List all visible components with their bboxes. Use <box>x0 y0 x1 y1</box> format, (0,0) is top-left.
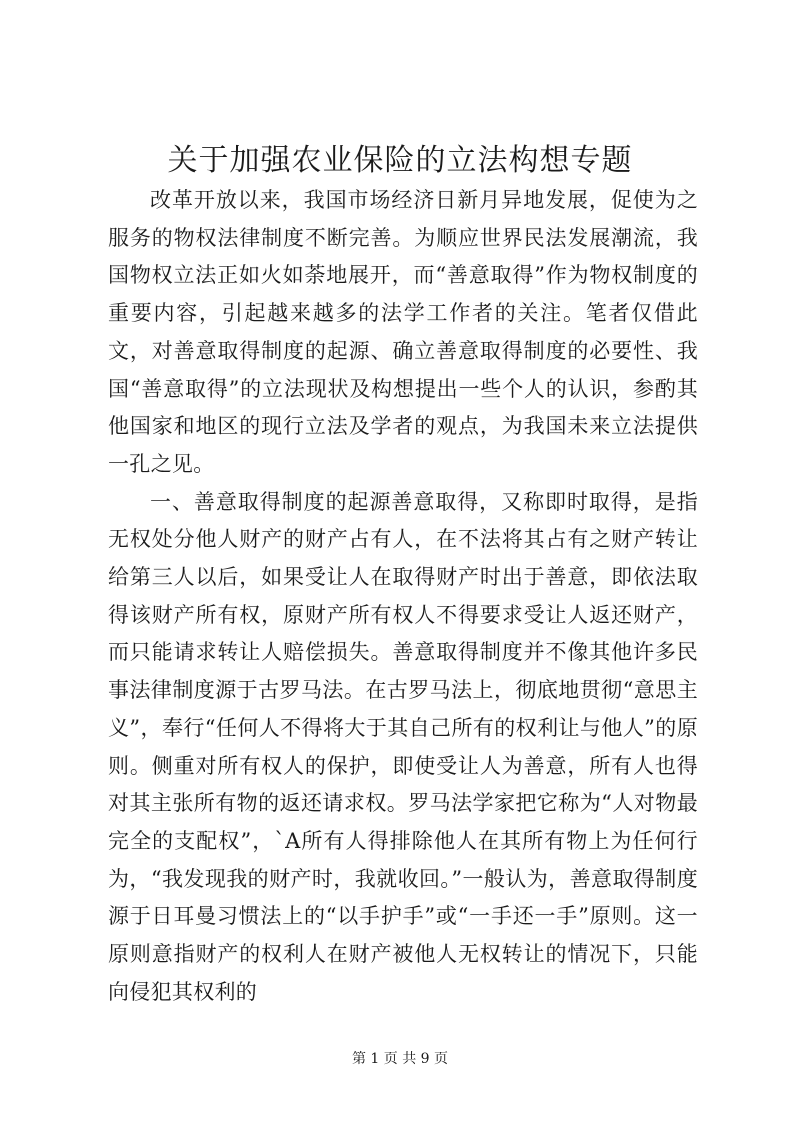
paragraph-origin: 一、善意取得制度的起源善意取得，又称即时取得，是指无权处分他人财产的财产占有人，在不法将其占有之财产转让给第三人以后，如果受让人在取得财产时出于善意，即依法取得该财产所有权，原财产所有权人不得要求受让人返还财产，而只能请求转让人赔偿损失。善意取得制度并不像其他许多民事法律制度源于古罗马法。在古罗马法上，彻底地贯彻“意思主义”，奉行“任何人不得将大于其自己所有的权利让与他人”的原则。侧重对所有权人的保护，即使受让人为善意，所有人也得对其主张所有物的返还请求权。罗马法学家把它称为“人对物最完全的支配权”，`A所有人得排除他人在其所有物上为任何行为，“我发现我的财产时，我就收回。”一般认为，善意取得制度源于日耳曼习惯法上的“以手护手”或“一手还一手”原则。这一原则意指财产的权利人在财产被他人无权转让的情况下，只能向侵犯其权利的 <box>108 489 698 1004</box>
document-title: 关于加强农业保险的立法构想专题 <box>167 143 633 178</box>
page-number: 第 1 页 共 9 页 <box>351 1051 449 1067</box>
paragraph-intro: 改革开放以来，我国市场经济日新月异地发展，促使为之服务的物权法律制度不断完善。为顺应世界民法发展潮流，我国物权立法正如火如荼地展开，而“善意取得”作为物权制度的重要内容，引起越来越多的法学工作者的关注。笔者仅借此文，对善意取得制度的起源、确立善意取得制度的必要性、我国“善意取得”的立法现状及构想提出一些个人的认识，参酌其他国家和地区的现行立法及学者的观点，为我国未来立法提供一孔之见。 <box>108 188 698 476</box>
document-body <box>108 182 698 1011</box>
